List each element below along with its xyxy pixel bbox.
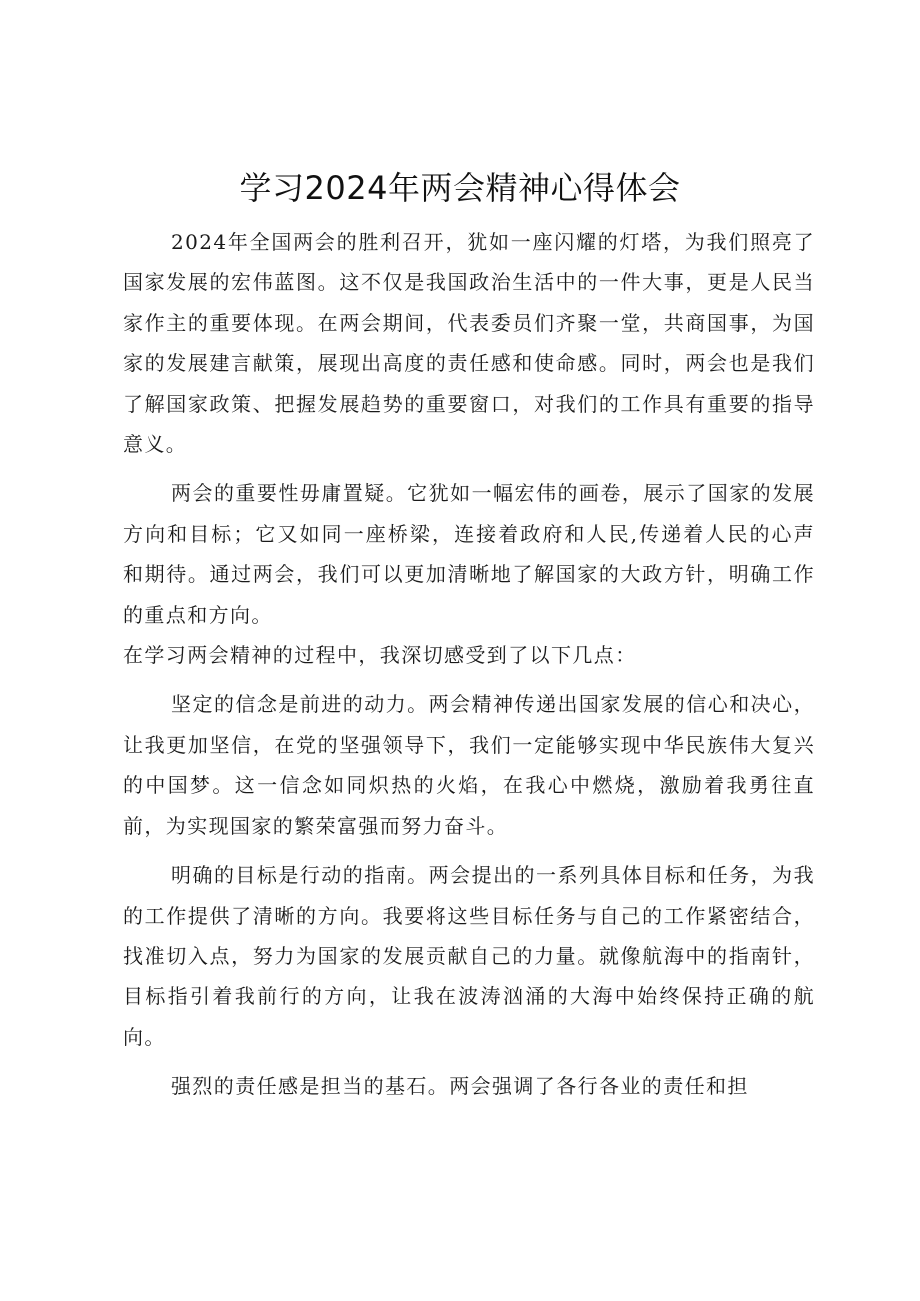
paragraph-goal: 明确的目标是行动的指南。两会提出的一系列具体目标和任务，为我的工作提供了清晰的方向。我要将这些目标任务与自己的工作紧密结合，找准切入点，努力为国家的发展贡献自己的力量。就像航海中的指南针，目标指引着我前行的方向，让我在波涛汹涌的大海中始终保持正确的航向。 xyxy=(123,863,815,1049)
paragraph-belief: 坚定的信念是前进的动力。两会精神传递出国家发展的信心和决心，让我更加坚信，在党的坚强领导下，我们一定能够实现中华民族伟大复兴的中国梦。这一信念如同炽热的火焰，在我心中燃烧，激励着我勇往直前，为实现国家的繁荣富强而努力奋斗。 xyxy=(123,692,815,838)
document-body xyxy=(123,222,815,1107)
document-title: 学习2024年两会精神心得体会 xyxy=(239,169,681,207)
paragraph-lead-in: 在学习两会精神的过程中，我深切感受到了以下几点： xyxy=(123,643,637,668)
paragraph-intro: 2024年全国两会的胜利召开，犹如一座闪耀的灯塔，为我们照亮了国家发展的宏伟蓝图。这不仅是我国政治生活中的一件大事，更是人民当家作主的重要体现。在两会期间，代表委员们齐聚一堂，共商国事，为国家的发展建言献策，展现出高度的责任感和使命感。同时，两会也是我们了解国家政策、把握发展趋势的重要窗口，对我们的工作具有重要的指导意义。 xyxy=(123,230,815,457)
paragraph-importance: 两会的重要性毋庸置疑。它犹如一幅宏伟的画卷，展示了国家的发展方向和目标；它又如同一座桥梁，连接着政府和人民,传递着人民的心声和期待。通过两会，我们可以更加清晰地了解国家的大政方针，明确工作的重点和方向。 xyxy=(123,481,815,627)
paragraph-responsibility: 强烈的责任感是担当的基石。两会强调了各行各业的责任和担 xyxy=(171,1074,749,1099)
